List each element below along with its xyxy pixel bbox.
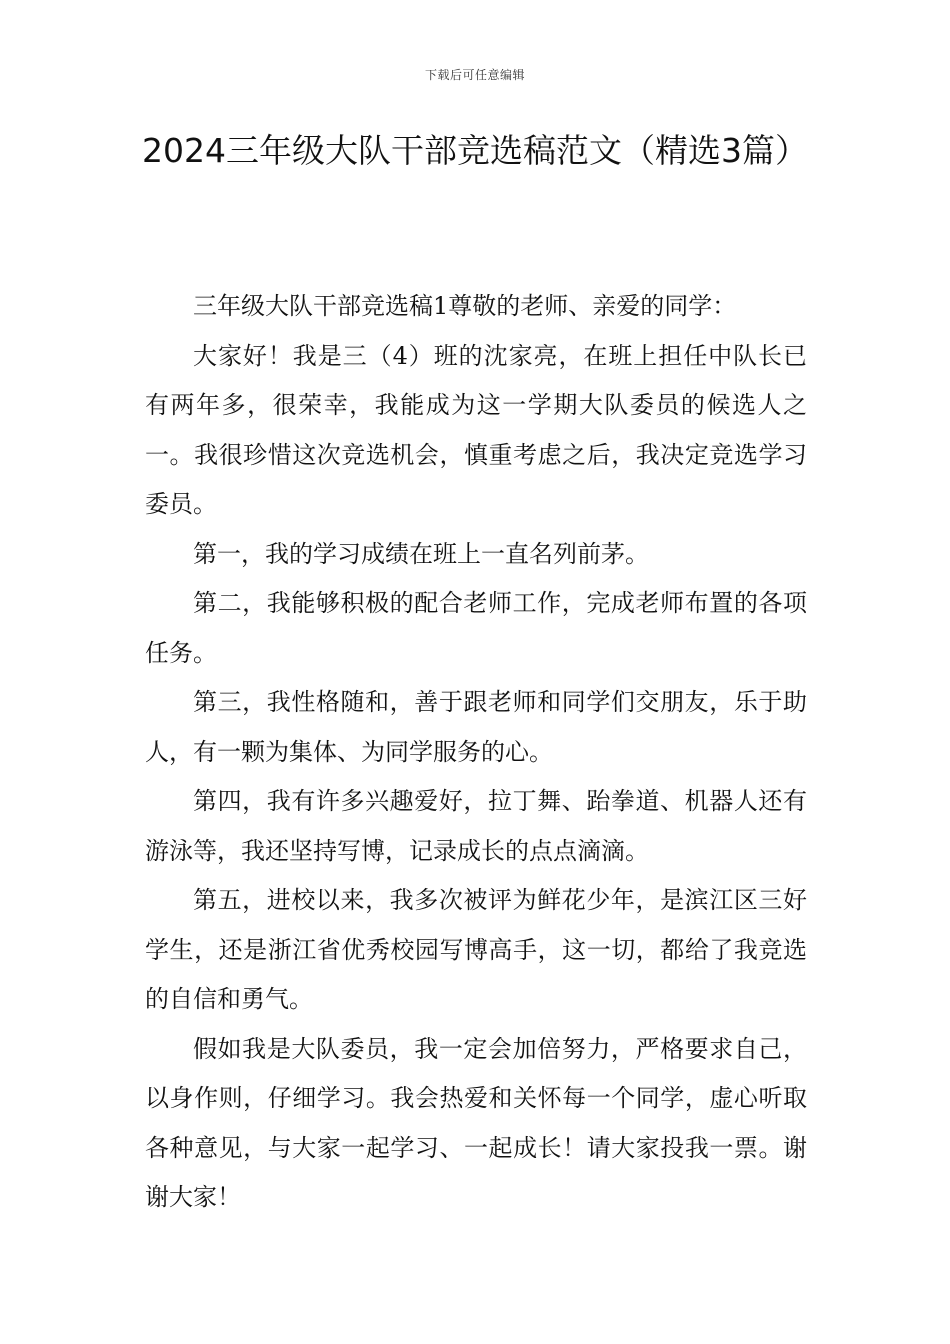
paragraph: 三年级大队干部竞选稿1尊敬的老师、亲爱的同学：: [193, 292, 737, 320]
paragraph: 第一，我的学习成绩在班上一直名列前茅。: [193, 539, 649, 568]
paragraph: 第三，我性格随和，善于跟老师和同学们交朋友，乐于助人，有一颗为集体、为同学服务的心。: [145, 688, 807, 766]
paragraph: 假如我是大队委员，我一定会加倍努力，严格要求自己，以身作则，仔细学习。我会热爱和关怀每一个同学，虚心听取各种意见，与大家一起学习、一起成长！请大家投我一票。谢谢大家！: [145, 1034, 807, 1211]
paragraph: 大家好！我是三（4）班的沈家亮，在班上担任中队长已有两年多，很荣幸，我能成为这一学期大队委员的候选人之一。我很珍惜这次竞选机会，慎重考虑之后，我决定竞选学习委员。: [145, 341, 807, 518]
paragraph: 第五，进校以来，我多次被评为鲜花少年，是滨江区三好学生，还是浙江省优秀校园写博高手，这一切，都给了我竞选的自信和勇气。: [145, 886, 807, 1013]
paragraph: 第四，我有许多兴趣爱好，拉丁舞、跆拳道、机器人还有游泳等，我还坚持写博，记录成长的点点滴滴。: [145, 787, 807, 865]
document-body: [145, 282, 807, 1223]
header-note: 下载后可任意编辑: [424, 68, 525, 82]
document-title: 2024三年级大队干部竞选稿范文（精选3篇）: [142, 131, 808, 170]
paragraph: 第二，我能够积极的配合老师工作，完成老师布置的各项任务。: [145, 589, 807, 667]
